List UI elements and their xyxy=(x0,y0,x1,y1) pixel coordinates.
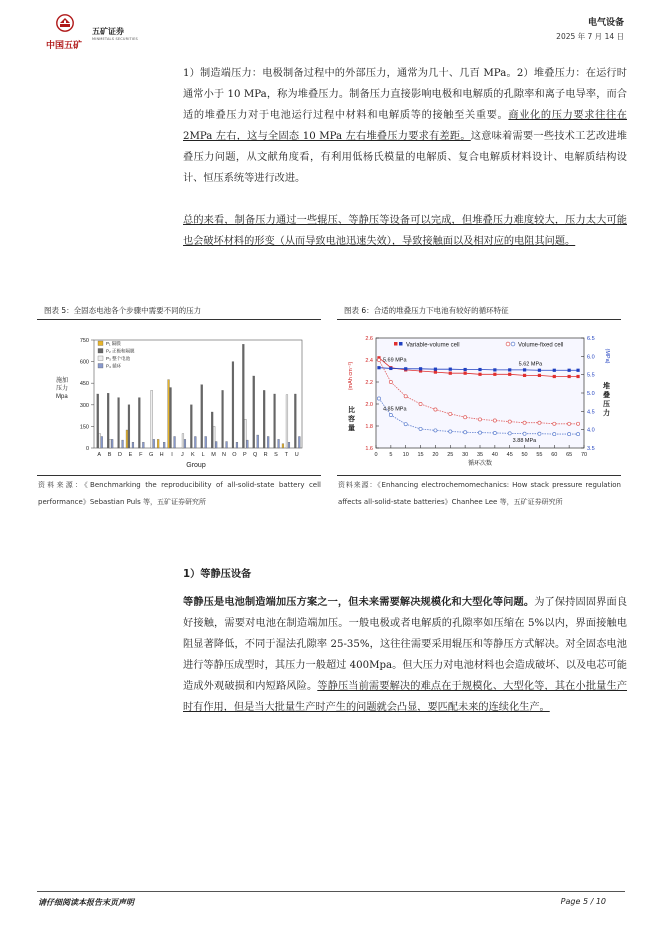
figure5-bar xyxy=(126,430,128,448)
figure6-data-point xyxy=(449,372,452,375)
figure6-right-ytick-label: 4.5 xyxy=(587,409,595,416)
figure5-xtick-label: Q xyxy=(253,452,258,458)
figure6-data-point xyxy=(377,366,380,369)
logo-securities-en: MINMETALS SECURITIES xyxy=(92,37,138,41)
figure6-data-point xyxy=(523,368,526,371)
figure5-legend-swatch xyxy=(98,349,103,354)
figure6-data-point xyxy=(478,431,481,434)
figure5-legend-label: P₄ 循环 xyxy=(106,363,122,369)
figure6-data-point xyxy=(434,408,437,411)
figure5-bar xyxy=(101,436,103,448)
isostatic-challenge-note: 等静压当前需要解决的难点在于规模化、大型化等，其在小批量生产时有作用，但是当大批量生产时产生的问题就会凸显，要匹配未来的连续化生产。 xyxy=(183,681,628,713)
figure6-xtick-label: 55 xyxy=(536,452,543,458)
figure6-data-point xyxy=(493,419,496,422)
figure6-right-unit: (MPa) xyxy=(604,348,610,364)
figure6-data-point xyxy=(568,369,571,372)
figure6-left-ytick-label: 2.2 xyxy=(365,380,373,386)
figure6-data-point xyxy=(449,430,452,433)
figure6-left-ytick-label: 1.6 xyxy=(365,446,373,452)
figure5-bar xyxy=(138,398,140,448)
isostatic-paragraph xyxy=(183,592,627,718)
figure5-xtick-label: N xyxy=(222,452,226,458)
figure5-bar xyxy=(163,442,165,448)
figure5-xtick-label: D xyxy=(118,452,122,458)
figure5-xtick-label: S xyxy=(274,452,278,458)
figure5-ytick-label: 300 xyxy=(79,402,89,409)
figure5-bar xyxy=(151,390,153,448)
figure6-data-point xyxy=(377,358,380,361)
figure6-data-point xyxy=(404,367,407,370)
figure6-right-label-char: 堆 xyxy=(603,383,610,390)
figure6-legend-marker xyxy=(506,342,510,346)
figure6-top-rule xyxy=(337,319,621,320)
figure6-data-point xyxy=(389,380,392,383)
footer-rule xyxy=(37,891,625,892)
figure6-data-point xyxy=(464,368,467,371)
figure6-data-point xyxy=(553,422,556,425)
figure6-cycle-chart xyxy=(340,330,620,473)
figure5-bar xyxy=(278,439,280,448)
figure5-bar xyxy=(184,439,186,448)
figure6-data-point xyxy=(568,422,571,425)
figure6-legend-marker xyxy=(394,342,398,346)
figure6-right-ytick-label: 6.0 xyxy=(587,354,595,361)
figure5-bar xyxy=(246,440,248,448)
figure6-data-point xyxy=(478,418,481,421)
figure6-xtick-label: 50 xyxy=(521,452,528,458)
figure6-data-point xyxy=(434,368,437,371)
figure5-bar xyxy=(142,442,144,448)
figure5-bar xyxy=(194,436,196,448)
figure5-xtick-label: T xyxy=(284,452,289,458)
figure6-left-ytick-label: 2.0 xyxy=(365,402,373,408)
isostatic-body-text: 为了保持固固界面良好接触，需要对电池在制造端加压。一般电极或者电解质的孔隙率如压缩在 5%以内，界面接触电阻显著降低，不同于湿法孔隙率 25-35%，这往往需要采用辊压和等静压方式解决。对全固态电池进行等静压成型时，其压力一般超过 400Mpa。但大压力对电池材料也会造成破坏、以及电芯可能造成外观破损和内短路风险。 xyxy=(183,597,628,692)
figure6-xtick-label: 0 xyxy=(374,452,378,458)
figure5-title: 图表 5：全固态电池各个步骤中需要不同的压力 xyxy=(44,306,202,315)
figure5-bar xyxy=(274,394,276,448)
figure5-bar xyxy=(288,442,290,448)
figure5-bar xyxy=(236,442,238,448)
figure6-data-point xyxy=(568,375,571,378)
figure5-bar xyxy=(242,344,244,448)
figure5-ytick-label: 0 xyxy=(85,446,89,452)
figure6-data-point xyxy=(508,373,511,376)
figure5-top-rule xyxy=(37,319,321,320)
figure6-xtick-label: 35 xyxy=(476,452,484,458)
logo-company-name: 中国五矿 xyxy=(46,41,83,51)
figure6-data-point xyxy=(493,368,496,371)
figure5-bar xyxy=(157,439,159,448)
figure5-legend-swatch xyxy=(98,356,103,361)
figure5-bar xyxy=(267,436,269,448)
figure5-xtick-label: M xyxy=(211,452,216,458)
figure6-left-unit: (mAh cm⁻²) xyxy=(348,361,354,391)
figure6-data-point xyxy=(538,432,541,435)
figure6-data-point xyxy=(538,374,541,377)
figure5-bar xyxy=(257,435,259,448)
figure6-legend-marker xyxy=(399,342,403,346)
figure6-data-point xyxy=(538,421,541,424)
figure6-legend-label: Volume-fixed cell xyxy=(518,342,564,349)
figure6-title: 图表 6：合适的堆叠压力下电池有较好的循环特征 xyxy=(344,306,509,315)
figure5-xtick-label: H xyxy=(159,452,164,458)
figure5-xlabel: Group xyxy=(186,462,206,469)
commercial-pressure-note: 商业化的压力要求往往在 2MPa 左右，这与全固态 10 MPa 左右堆叠压力要求有差距。 xyxy=(183,110,627,142)
figure6-left-ytick-label: 2.4 xyxy=(365,358,373,364)
figure5-bar xyxy=(111,439,113,448)
figure6-left-ytick-label: 2.6 xyxy=(365,336,373,342)
figure6-data-point xyxy=(523,432,526,435)
figure5-bar xyxy=(201,385,203,448)
figure6-data-point xyxy=(568,432,571,435)
figure5-xtick-label: E xyxy=(128,452,133,458)
figure5-bar xyxy=(298,436,300,448)
figure5-bar xyxy=(128,405,130,448)
figure6-annotation: 3.88 MPa xyxy=(512,438,537,445)
figure6-data-point xyxy=(576,369,579,372)
pressure-explanation-paragraph xyxy=(183,63,627,189)
figure6-xtick-label: 60 xyxy=(551,452,558,458)
figure5-legend-swatch xyxy=(98,364,103,369)
figure6-xtick-label: 15 xyxy=(417,452,424,458)
figure5-bar xyxy=(244,419,246,448)
isostatic-key-point: 等静压是电池制造端加压方案之一，但未来需要解决规模化和大型化等问题。 xyxy=(183,597,535,608)
figure5-xtick-label: I xyxy=(171,452,173,458)
figure5-source: 资料来源：《Benchmarking the reproducibility of all-solid-state battery cell performance》Sebastian Puls 等，五矿证券研究所 xyxy=(38,481,321,506)
figure6-annotation: 5.62 MPa xyxy=(518,361,543,368)
figure6-data-point xyxy=(576,375,579,378)
figure5-bar xyxy=(170,388,172,448)
isostatic-heading-text: 1）等静压设备 xyxy=(183,569,252,580)
figure5-bar xyxy=(122,440,124,448)
figure6-data-point xyxy=(538,369,541,372)
figure6-annotation: 5.69 MPa xyxy=(382,357,407,364)
figure6-left-ytick-label: 1.8 xyxy=(365,424,373,430)
figure5-bottom-rule xyxy=(37,475,321,476)
figure6-data-point xyxy=(493,431,496,434)
figure5-bar xyxy=(253,376,255,448)
figure5-xtick-label: R xyxy=(263,452,268,458)
figure5-legend-label: P₃ 整个电池 xyxy=(106,356,131,361)
figure5-bar xyxy=(211,412,213,448)
pressure-types-text: 1）制造端压力：电极制备过程中的外部压力，通常为几十、几百 MPa。2）堆叠压力：在运行时通常小于 10 MPa，称为堆叠压力。制备压力直接影响电极和电解质的孔隙率和离子电导率，而合适的堆叠压力对于电池运行过程中材料和电解质等的接触至关重要。 xyxy=(183,68,627,121)
figure5-ytick-label: 150 xyxy=(79,424,89,431)
figure5-xtick-label: U xyxy=(294,452,299,458)
figure5-bar xyxy=(118,398,120,448)
figure6-data-point xyxy=(389,367,392,370)
isostatic-heading xyxy=(183,564,627,585)
figure6-data-point xyxy=(553,369,556,372)
figure6-right-ytick-label: 4.0 xyxy=(587,427,595,434)
figure5-bar xyxy=(182,434,184,448)
figure6-data-point xyxy=(523,421,526,424)
company-logo xyxy=(40,14,136,54)
figure5-xtick-label: P xyxy=(242,452,247,458)
figure5-bar xyxy=(226,442,228,448)
figure6-xtick-label: 65 xyxy=(566,452,573,458)
figure6-xtick-label: 45 xyxy=(506,452,513,458)
figure6-left-label-char: 比 xyxy=(348,407,355,414)
figure6-data-point xyxy=(478,373,481,376)
report-date: 2025 年 7 月 14 日 xyxy=(556,32,624,41)
figure6-data-point xyxy=(464,431,467,434)
figure6-legend-marker xyxy=(511,342,515,346)
improvement-methods-text: 这意味着需要一些技术工艺改进堆叠压力问题，从文献角度看，有利用低杨氏模量的电解质、复合电解质材料设计、电解质结构设计、恒压系统等进行改进。 xyxy=(183,131,627,184)
figure6-right-label-char: 压 xyxy=(603,401,610,408)
figure6-data-point xyxy=(419,402,422,405)
figure6-xlabel: 循环次数 xyxy=(467,461,493,467)
figure6-data-point xyxy=(508,432,511,435)
figure6-xtick-label: 5 xyxy=(389,452,393,458)
figure6-data-point xyxy=(434,429,437,432)
figure5-bar xyxy=(286,395,288,448)
figure6-data-point xyxy=(576,422,579,425)
figure5-bar xyxy=(205,436,207,448)
figure5-bar xyxy=(99,434,101,448)
minmetals-emblem-icon xyxy=(56,14,74,32)
figure6-xtick-label: 30 xyxy=(462,452,469,458)
figure6-data-point xyxy=(508,420,511,423)
footer-disclaimer: 请仔细阅读本报告末页声明 xyxy=(38,898,134,907)
figure5-bar xyxy=(153,439,155,448)
figure6-right-ytick-label: 5.0 xyxy=(587,391,595,397)
figure5-ytick-label: 450 xyxy=(79,381,89,388)
figure6-annotation: 4.85 MPa xyxy=(382,406,407,413)
figure6-legend-label: Variable-volume cell xyxy=(406,342,460,349)
figure5-bar xyxy=(190,405,192,448)
figure5-xtick-label: O xyxy=(232,452,237,458)
figure6-right-label-char: 力 xyxy=(603,410,610,417)
figure5-xtick-label: A xyxy=(97,452,102,458)
figure5-ytick-label: 750 xyxy=(79,338,89,344)
figure5-ytick-label: 600 xyxy=(79,359,89,366)
figure5-bar xyxy=(109,439,111,448)
figure5-ylabel: 施加压力 Mpa xyxy=(56,378,69,400)
figure5-xtick-label: J xyxy=(181,452,184,458)
figure6-left-label-char: 量 xyxy=(348,425,355,432)
figure5-bar-chart xyxy=(40,330,318,470)
figure5-xtick-label: L xyxy=(201,452,205,458)
figure6-data-point xyxy=(478,368,481,371)
figure5-bar xyxy=(215,442,217,448)
figure6-xtick-label: 25 xyxy=(447,452,454,458)
figure6-data-point xyxy=(377,397,380,400)
figure6-bottom-rule xyxy=(337,475,621,476)
figure6-data-point xyxy=(523,374,526,377)
figure6-data-point xyxy=(493,373,496,376)
figure5-xtick-label: K xyxy=(190,452,195,458)
figure5-xtick-label: G xyxy=(149,452,154,458)
figure6-data-point xyxy=(404,423,407,426)
figure5-bar xyxy=(168,380,170,448)
figure5-legend-swatch xyxy=(98,341,103,346)
figure6-data-point xyxy=(508,368,511,371)
summary-paragraph xyxy=(183,210,627,252)
figure6-data-point xyxy=(389,413,392,416)
figure5-legend-label: P₂ 正极和隔膜 xyxy=(106,348,135,354)
figure5-bar xyxy=(294,394,296,448)
figure5-legend-label: P₁ 隔膜 xyxy=(106,341,121,346)
figure6-right-ytick-label: 3.5 xyxy=(587,446,595,452)
figure5-bar xyxy=(213,426,215,448)
figure6-data-point xyxy=(464,416,467,419)
figure6-data-point xyxy=(464,372,467,375)
figure5-bar xyxy=(263,390,265,448)
figure6-data-point xyxy=(449,412,452,415)
figure6-data-point xyxy=(576,432,579,435)
figure5-bar xyxy=(222,390,224,448)
summary-text: 总的来看，制备压力通过一些辊压、等静压等设备可以完成，但堆叠压力难度较大，压力太大可能也会破坏材料的形变（从而导致电池迅速失效），导致接触面以及相对应的电阻其问题。 xyxy=(183,215,627,247)
figure6-xtick-label: 70 xyxy=(580,452,588,458)
figure6-source: 资料来源：《Enhancing electrochemomechanics: How stack pressure regulation affects all-solid-state batteries》Chanhee Lee 等，五矿证券研究所 xyxy=(338,481,621,506)
figure6-right-ytick-label: 6.5 xyxy=(587,336,595,342)
figure6-data-point xyxy=(419,367,422,370)
figure6-xtick-label: 10 xyxy=(402,452,409,458)
figure6-data-point xyxy=(449,368,452,371)
figure6-xtick-label: 20 xyxy=(432,452,439,458)
figure5-bar xyxy=(282,444,284,448)
figure6-xtick-label: 40 xyxy=(491,452,498,458)
figure5-bar xyxy=(174,436,176,448)
figure6-data-point xyxy=(553,432,556,435)
figure6-data-point xyxy=(553,375,556,378)
figure6-data-point xyxy=(404,395,407,398)
industry-label: 电气设备 xyxy=(587,18,624,28)
figure6-right-ytick-label: 5.5 xyxy=(587,372,595,379)
page-number: Page 5 / 10 xyxy=(560,897,606,906)
figure5-bar xyxy=(97,394,99,448)
figure5-xtick-label: F xyxy=(139,452,143,458)
figure5-bar xyxy=(132,442,134,448)
figure6-right-label-char: 叠 xyxy=(603,392,610,399)
figure5-bar xyxy=(232,362,234,448)
logo-securities-name: 五矿证券 xyxy=(92,27,124,36)
figure5-bar xyxy=(107,393,109,448)
figure6-data-point xyxy=(434,371,437,374)
figure6-left-label-char: 容 xyxy=(348,416,355,423)
figure5-xtick-label: B xyxy=(107,452,112,458)
figure6-data-point xyxy=(419,427,422,430)
